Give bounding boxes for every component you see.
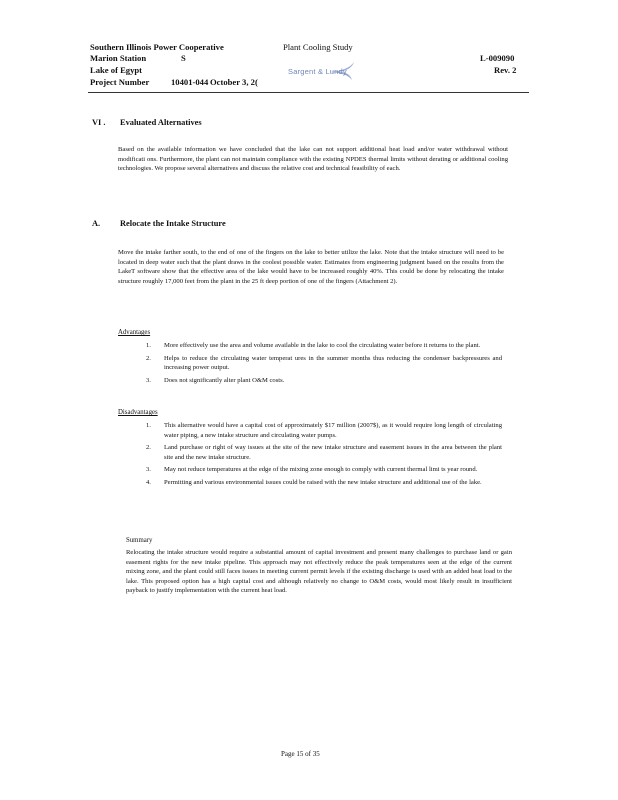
list-item: 1. This alternative would have a capital cost of approximately $17 million (2007$), as it would require long length of circulating water piping, a new intake structure and circulating water pumps. bbox=[146, 422, 502, 439]
disadvantages-list bbox=[146, 421, 502, 491]
header-s: S bbox=[181, 53, 186, 63]
header-project-label: Project Number bbox=[90, 77, 150, 87]
logo-text: Sargent & Lundy bbox=[288, 67, 347, 76]
header-project-code: 10401-044 bbox=[171, 77, 209, 87]
header-company: Southern Illinois Power Cooperative bbox=[90, 42, 224, 52]
header-doc-number: L-009090 bbox=[480, 53, 515, 63]
page-number: Page 15 of 35 bbox=[281, 750, 320, 758]
list-item: 1. More effectively use the area and volume available in the lake to cool the circulating water before it returns to the plant. bbox=[146, 342, 481, 349]
section-vi-title: Evaluated Alternatives bbox=[120, 118, 202, 127]
summary-body: Relocating the intake structure would require a substantial amount of capital investment and present many challenges to purchase land or gain easement rights for the new intake pipeline. This approach may not effectively reduce the peak temperatures seen at the edge of the current mixing zone, and the plant could still faces issues in meeting current permit levels if the existing discharge is used with an added heat load to the lake. This proposed option has a high capital cost and although relatively no change to O&M costs, would most likely result in insufficient payback to justify implementation with the current heat load. bbox=[126, 549, 512, 595]
header-divider bbox=[88, 92, 529, 93]
section-a-title: Relocate the Intake Structure bbox=[120, 219, 226, 228]
summary-heading: Summary bbox=[126, 537, 153, 544]
header-station: Marion Station bbox=[90, 53, 147, 63]
disadvantages-heading: Disadvantages bbox=[118, 409, 158, 416]
section-a-body: Move the intake farther south, to the end of one of the fingers on the lake to better utilize the lake. Note that the intake structure will need to be located in deep water such that the plant draws in the coolest possible water. Estimates from engineering judgment based on the results from the LakeT software show that the effective area of the lake would have to be increased roughly 40%. This could be done by relocating the intake structure roughly 17,000 feet from the plant in the 25 ft deep portion of one of the fingers (Attachment 2). bbox=[118, 249, 504, 285]
advantages-list bbox=[146, 341, 502, 388]
section-a-letter: A. bbox=[92, 219, 101, 228]
list-item: 2. Helps to reduce the circulating water temperat ures in the summer months thus reducing the condenser backpressures and increasing power output. bbox=[146, 354, 502, 372]
header-revision: Rev. 2 bbox=[494, 65, 517, 75]
list-item: 4. Permitting and various environmental issues could be raised with the new intake structure and additional use of the lake. bbox=[146, 478, 482, 486]
list-item: 3. May not reduce temperatures at the edge of the mixing zone enough to comply with current thermal limi ts year round. bbox=[146, 466, 478, 474]
section-vi-body: Based on the available information we have concluded that the lake can not support additional heat load and/or water withdrawal without modificati ons. Furthermore, the plant can not maintain compliance with the existing NPDES thermal limits without derating or additional cooling technologies. We propose several alternatives and discuss the relative cost and technical feasibility of each. bbox=[118, 146, 508, 173]
section-vi-number: VI . bbox=[92, 118, 106, 127]
advantages-heading: Advantages bbox=[118, 329, 151, 336]
header-study-title: Plant Cooling Study bbox=[283, 42, 353, 52]
list-item: 2. Land purchase or right of way issues at the site of the new intake structure and easement issues in the area between the plant site and the new intake structure. bbox=[146, 444, 502, 461]
sargent-lundy-logo bbox=[284, 60, 382, 82]
header-date: October 3, 2( bbox=[210, 77, 258, 87]
header-lake: Lake of Egypt bbox=[90, 65, 143, 75]
list-item: 3. Does not significantly alter plant O&M costs. bbox=[146, 376, 285, 384]
